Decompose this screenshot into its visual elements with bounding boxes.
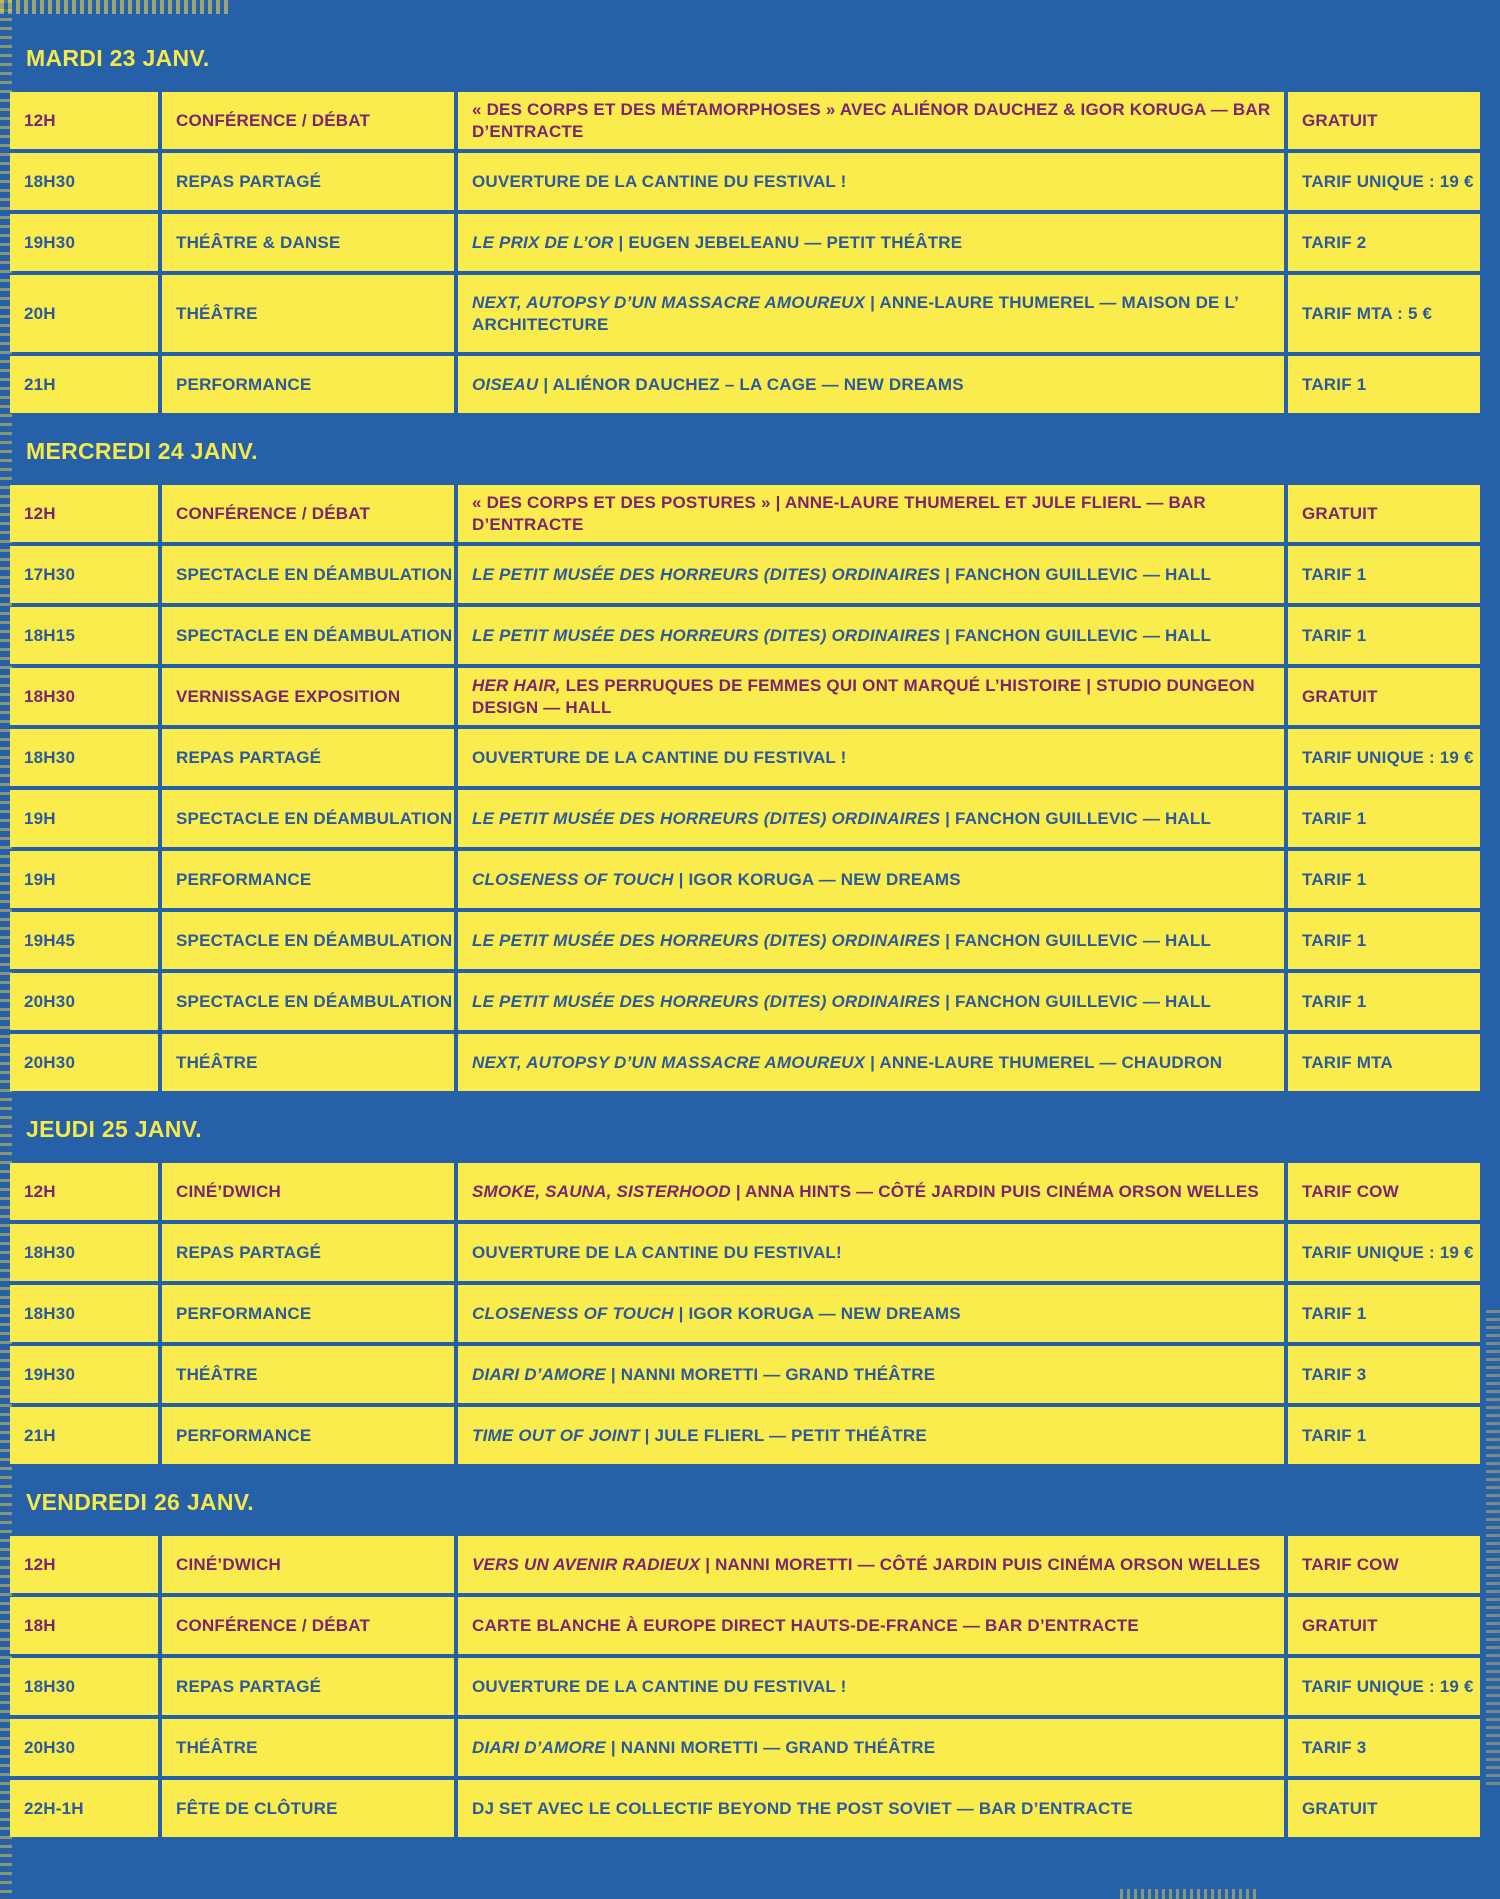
event-row: [10, 1536, 1480, 1593]
event-title: [458, 1224, 1284, 1281]
event-time: 20H30: [10, 1719, 158, 1776]
event-type: SPECTACLE EN DÉAMBULATION: [162, 973, 454, 1030]
event-type: PERFORMANCE: [162, 1407, 454, 1464]
event-time: 20H30: [10, 1034, 158, 1091]
event-price: TARIF 1: [1288, 356, 1480, 413]
event-title: [458, 1163, 1284, 1220]
event-row: [10, 1719, 1480, 1776]
event-title-text: [472, 1425, 927, 1447]
event-row: [10, 912, 1480, 969]
event-work-title: NEXT, AUTOPSY D’UN MASSACRE AMOUREUX: [472, 1052, 866, 1072]
event-title-text: [472, 747, 847, 769]
event-title: [458, 356, 1284, 413]
event-details: OUVERTURE DE LA CANTINE DU FESTIVAL !: [472, 171, 847, 191]
event-type: CONFÉRENCE / DÉBAT: [162, 92, 454, 149]
halftone-texture: [1486, 1310, 1500, 1790]
day-title: VENDREDI 26 JANV.: [26, 1489, 254, 1515]
event-work-title: HER HAIR,: [472, 675, 561, 695]
event-title: [458, 1597, 1284, 1654]
event-details: | IGOR KORUGA — NEW DREAMS: [673, 869, 961, 889]
event-row: [10, 790, 1480, 847]
event-price: TARIF 2: [1288, 214, 1480, 271]
event-title-text: [472, 1303, 961, 1325]
day-title: MERCREDI 24 JANV.: [26, 438, 258, 464]
event-time: 18H15: [10, 607, 158, 664]
event-type: CONFÉRENCE / DÉBAT: [162, 1597, 454, 1654]
halftone-texture: [1120, 1889, 1260, 1899]
event-title-text: [472, 808, 1211, 830]
event-work-title: TIME OUT OF JOINT: [472, 1425, 640, 1445]
event-details: | FANCHON GUILLEVIC — HALL: [940, 808, 1212, 828]
event-row: [10, 485, 1480, 542]
event-row: [10, 851, 1480, 908]
event-details: OUVERTURE DE LA CANTINE DU FESTIVAL!: [472, 1242, 842, 1262]
event-row: [10, 92, 1480, 149]
event-work-title: CLOSENESS OF TOUCH: [472, 869, 674, 889]
event-title: [458, 546, 1284, 603]
event-title: [458, 1536, 1284, 1593]
event-title-text: [472, 1364, 935, 1386]
event-title-text: [472, 564, 1211, 586]
event-time: 19H45: [10, 912, 158, 969]
event-row: [10, 607, 1480, 664]
event-price: TARIF 1: [1288, 546, 1480, 603]
event-details: | FANCHON GUILLEVIC — HALL: [940, 991, 1212, 1011]
event-title: [458, 607, 1284, 664]
event-row: [10, 1597, 1480, 1654]
event-type: THÉÂTRE: [162, 275, 454, 352]
event-title-text: [472, 625, 1211, 647]
event-work-title: OISEAU: [472, 374, 539, 394]
event-time: 12H: [10, 1536, 158, 1593]
event-row: [10, 1224, 1480, 1281]
event-details: | FANCHON GUILLEVIC — HALL: [940, 930, 1212, 950]
event-title-text: [472, 1798, 1133, 1820]
event-price: TARIF MTA : 5 €: [1288, 275, 1480, 352]
event-details: | JULE FLIERL — PETIT THÉÂTRE: [639, 1425, 927, 1445]
event-work-title: NEXT, AUTOPSY D’UN MASSACRE AMOUREUX: [472, 292, 866, 312]
event-price: TARIF UNIQUE : 19 €: [1288, 729, 1480, 786]
event-title-text: [472, 292, 1284, 336]
event-price: TARIF 1: [1288, 851, 1480, 908]
event-type: THÉÂTRE: [162, 1719, 454, 1776]
event-title: [458, 1780, 1284, 1837]
event-details: | EUGEN JEBELEANU — PETIT THÉÂTRE: [613, 232, 963, 252]
event-work-title: DIARI D’AMORE: [472, 1737, 606, 1757]
event-type: REPAS PARTAGÉ: [162, 153, 454, 210]
event-type: PERFORMANCE: [162, 356, 454, 413]
event-price: TARIF 1: [1288, 607, 1480, 664]
event-price: TARIF 1: [1288, 912, 1480, 969]
event-price: GRATUIT: [1288, 1780, 1480, 1837]
event-title-text: [472, 1554, 1260, 1576]
event-time: 18H: [10, 1597, 158, 1654]
day-section: [10, 24, 1480, 413]
event-type: CONFÉRENCE / DÉBAT: [162, 485, 454, 542]
event-time: 21H: [10, 356, 158, 413]
event-title: [458, 668, 1284, 725]
event-row: [10, 973, 1480, 1030]
event-details: | FANCHON GUILLEVIC — HALL: [940, 625, 1212, 645]
day-section: [10, 1095, 1480, 1464]
event-time: 18H30: [10, 153, 158, 210]
event-price: GRATUIT: [1288, 1597, 1480, 1654]
event-time: 19H30: [10, 214, 158, 271]
event-details: OUVERTURE DE LA CANTINE DU FESTIVAL !: [472, 747, 847, 767]
event-type: FÊTE DE CLÔTURE: [162, 1780, 454, 1837]
day-section: [10, 1468, 1480, 1837]
event-details: | NANNI MORETTI — GRAND THÉÂTRE: [605, 1364, 936, 1384]
event-title: [458, 1407, 1284, 1464]
event-time: 18H30: [10, 1224, 158, 1281]
event-title-text: [472, 1242, 842, 1264]
event-type: PERFORMANCE: [162, 1285, 454, 1342]
event-details: « DES CORPS ET DES MÉTAMORPHOSES » AVEC ALIÉNOR DAUCHEZ & IGOR KORUGA — BAR D’ENTRACTE: [472, 99, 1271, 141]
event-title: [458, 1719, 1284, 1776]
event-title: [458, 1658, 1284, 1715]
event-price: GRATUIT: [1288, 668, 1480, 725]
event-title: [458, 1034, 1284, 1091]
event-title-text: [472, 991, 1211, 1013]
event-row: [10, 1034, 1480, 1091]
event-title: [458, 92, 1284, 149]
event-type: VERNISSAGE EXPOSITION: [162, 668, 454, 725]
event-price: GRATUIT: [1288, 92, 1480, 149]
event-row: [10, 1285, 1480, 1342]
event-work-title: CLOSENESS OF TOUCH: [472, 1303, 674, 1323]
event-price: TARIF 1: [1288, 790, 1480, 847]
event-work-title: LE PETIT MUSÉE DES HORREURS (DITES) ORDINAIRES: [472, 808, 941, 828]
event-title: [458, 214, 1284, 271]
event-type: REPAS PARTAGÉ: [162, 729, 454, 786]
event-details: | FANCHON GUILLEVIC — HALL: [940, 564, 1212, 584]
event-row: [10, 1346, 1480, 1403]
event-details: « DES CORPS ET DES POSTURES » | ANNE-LAURE THUMEREL ET JULE FLIERL — BAR D’ENTRACTE: [472, 492, 1206, 534]
event-title-text: [472, 171, 847, 193]
event-title-text: [472, 1615, 1139, 1637]
event-type: THÉÂTRE: [162, 1346, 454, 1403]
event-title-text: [472, 99, 1284, 143]
event-row: [10, 153, 1480, 210]
event-time: 18H30: [10, 729, 158, 786]
event-title: [458, 912, 1284, 969]
event-row: [10, 1658, 1480, 1715]
event-price: GRATUIT: [1288, 485, 1480, 542]
event-time: 21H: [10, 1407, 158, 1464]
event-details: | ANNA HINTS — CÔTÉ JARDIN PUIS CINÉMA ORSON WELLES: [730, 1181, 1259, 1201]
event-type: THÉÂTRE: [162, 1034, 454, 1091]
event-title-text: [472, 1676, 847, 1698]
event-type: SPECTACLE EN DÉAMBULATION: [162, 546, 454, 603]
event-row: [10, 668, 1480, 725]
event-time: 22H-1H: [10, 1780, 158, 1837]
event-title-text: [472, 492, 1284, 536]
event-row: [10, 275, 1480, 352]
event-work-title: SMOKE, SAUNA, SISTERHOOD: [472, 1181, 731, 1201]
event-title-text: [472, 374, 964, 396]
event-row: [10, 546, 1480, 603]
event-price: TARIF 3: [1288, 1346, 1480, 1403]
event-details: | ALIÉNOR DAUCHEZ – LA CAGE — NEW DREAMS: [538, 374, 964, 394]
event-details: CARTE BLANCHE À EUROPE DIRECT HAUTS-DE-FRANCE — BAR D’ENTRACTE: [472, 1615, 1139, 1635]
event-price: TARIF UNIQUE : 19 €: [1288, 153, 1480, 210]
schedule: [10, 24, 1480, 1841]
event-type: CINÉ’DWICH: [162, 1163, 454, 1220]
event-details: | ANNE-LAURE THUMEREL — MAISON DE L’ ARCHITECTURE: [472, 292, 1239, 334]
event-price: TARIF UNIQUE : 19 €: [1288, 1658, 1480, 1715]
event-time: 17H30: [10, 546, 158, 603]
event-title-text: [472, 675, 1284, 719]
event-time: 18H30: [10, 1285, 158, 1342]
event-row: [10, 214, 1480, 271]
event-row: [10, 356, 1480, 413]
event-title: [458, 851, 1284, 908]
event-title: [458, 729, 1284, 786]
event-work-title: LE PETIT MUSÉE DES HORREURS (DITES) ORDINAIRES: [472, 564, 941, 584]
event-title: [458, 1285, 1284, 1342]
event-work-title: LE PETIT MUSÉE DES HORREURS (DITES) ORDINAIRES: [472, 930, 941, 950]
event-details: | IGOR KORUGA — NEW DREAMS: [673, 1303, 961, 1323]
event-title-text: [472, 232, 962, 254]
event-price: TARIF 3: [1288, 1719, 1480, 1776]
event-title-text: [472, 1181, 1259, 1203]
event-title-text: [472, 869, 961, 891]
day-title: JEUDI 25 JANV.: [26, 1116, 202, 1142]
event-price: TARIF MTA: [1288, 1034, 1480, 1091]
event-title: [458, 275, 1284, 352]
event-price: TARIF COW: [1288, 1163, 1480, 1220]
event-row: [10, 1163, 1480, 1220]
event-time: 20H30: [10, 973, 158, 1030]
day-title: MARDI 23 JANV.: [26, 45, 210, 71]
event-type: PERFORMANCE: [162, 851, 454, 908]
event-details: LES PERRUQUES DE FEMMES QUI ONT MARQUÉ L’HISTOIRE | STUDIO DUNGEON DESIGN — HALL: [472, 675, 1255, 717]
event-title: [458, 790, 1284, 847]
event-work-title: LE PRIX DE L’OR: [472, 232, 614, 252]
event-row: [10, 1780, 1480, 1837]
event-price: TARIF UNIQUE : 19 €: [1288, 1224, 1480, 1281]
event-details: | NANNI MORETTI — CÔTÉ JARDIN PUIS CINÉMA ORSON WELLES: [700, 1554, 1261, 1574]
event-title: [458, 153, 1284, 210]
event-time: 20H: [10, 275, 158, 352]
event-type: THÉÂTRE & DANSE: [162, 214, 454, 271]
event-details: OUVERTURE DE LA CANTINE DU FESTIVAL !: [472, 1676, 847, 1696]
day-section: [10, 417, 1480, 1091]
event-type: REPAS PARTAGÉ: [162, 1224, 454, 1281]
event-work-title: DIARI D’AMORE: [472, 1364, 606, 1384]
event-price: TARIF 1: [1288, 1407, 1480, 1464]
event-details: | NANNI MORETTI — GRAND THÉÂTRE: [605, 1737, 936, 1757]
event-type: SPECTACLE EN DÉAMBULATION: [162, 607, 454, 664]
event-work-title: VERS UN AVENIR RADIEUX: [472, 1554, 701, 1574]
event-title: [458, 1346, 1284, 1403]
event-time: 19H: [10, 790, 158, 847]
event-title: [458, 973, 1284, 1030]
event-time: 19H30: [10, 1346, 158, 1403]
event-title-text: [472, 930, 1211, 952]
event-price: TARIF COW: [1288, 1536, 1480, 1593]
event-work-title: LE PETIT MUSÉE DES HORREURS (DITES) ORDINAIRES: [472, 991, 941, 1011]
event-type: CINÉ’DWICH: [162, 1536, 454, 1593]
event-row: [10, 729, 1480, 786]
event-time: 12H: [10, 92, 158, 149]
event-details: DJ SET AVEC LE COLLECTIF BEYOND THE POST SOVIET — BAR D’ENTRACTE: [472, 1798, 1133, 1818]
halftone-texture: [0, 0, 230, 14]
event-time: 12H: [10, 485, 158, 542]
event-details: | ANNE-LAURE THUMEREL — CHAUDRON: [865, 1052, 1223, 1072]
event-time: 18H30: [10, 668, 158, 725]
event-time: 19H: [10, 851, 158, 908]
event-time: 12H: [10, 1163, 158, 1220]
event-row: [10, 1407, 1480, 1464]
event-price: TARIF 1: [1288, 973, 1480, 1030]
event-type: REPAS PARTAGÉ: [162, 1658, 454, 1715]
event-work-title: LE PETIT MUSÉE DES HORREURS (DITES) ORDINAIRES: [472, 625, 941, 645]
event-type: SPECTACLE EN DÉAMBULATION: [162, 912, 454, 969]
event-title-text: [472, 1737, 935, 1759]
event-type: SPECTACLE EN DÉAMBULATION: [162, 790, 454, 847]
event-time: 18H30: [10, 1658, 158, 1715]
event-title-text: [472, 1052, 1222, 1074]
event-title: [458, 485, 1284, 542]
event-price: TARIF 1: [1288, 1285, 1480, 1342]
